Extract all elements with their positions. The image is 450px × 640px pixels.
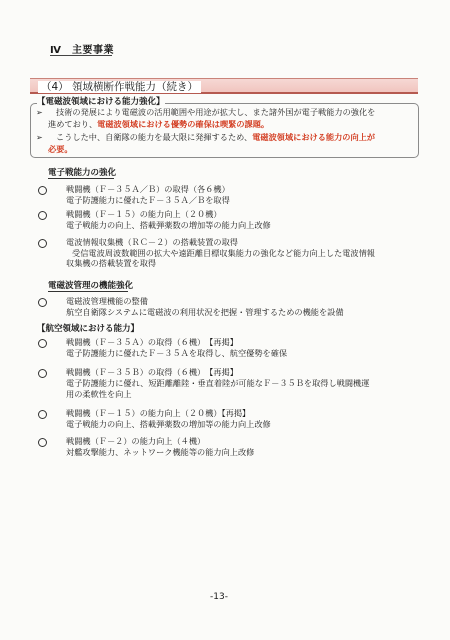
page-number: -13- <box>210 592 228 602</box>
summary-point-2-emphasis-b: 必要。 <box>48 143 73 154</box>
air-item-1-detail: 電子防護能力に優れたＦ－３５Ａを取得し、航空優勢を確保 <box>66 348 288 358</box>
circle-bullet-icon <box>38 239 47 248</box>
summary-point-1-emphasis: 電磁波領域における優勢の確保は喫緊の課題。 <box>97 118 270 129</box>
air-item-4-title: 戦闘機（Ｆ－２）の能力向上（４機） <box>66 436 206 446</box>
circle-bullet-icon <box>38 298 47 307</box>
air-item-2-detail: 電子防護能力に優れ、短距離離陸・垂直着陸が可能なＦ－３５Ｂを取得し戦闘機運 <box>66 378 370 388</box>
air-domain-heading: 【航空領域における能力】 <box>37 324 140 334</box>
summary-point-2 <box>48 132 408 155</box>
chapter-title: 主要事業 <box>71 45 114 56</box>
air-item-3-title: 戦闘機（Ｆ－１５）の能力向上（２０機）【再掲】 <box>66 408 251 418</box>
chapter-underline <box>50 55 112 56</box>
air-item-1-title: 戦闘機（Ｆ－３５Ａ）の取得（６機） 【再掲】 <box>66 337 238 347</box>
summary-point-1-text-b: 進めており、 <box>48 118 98 129</box>
circle-bullet-icon <box>38 369 47 378</box>
air-item-3-detail: 電子戦能力の向上、搭載弾薬数の増加等の能力向上改修 <box>66 419 271 429</box>
circle-bullet-icon <box>38 186 47 195</box>
air-item-2-detail-cont: 用の柔軟性を向上 <box>66 389 132 399</box>
ew-item-2-detail: 電子戦能力の向上、搭載弾薬数の増加等の能力向上改修 <box>66 220 271 230</box>
ew-item-2-title: 戦闘機（Ｆ－１５）の能力向上（２０機） <box>66 209 222 219</box>
heading-underline <box>48 178 114 179</box>
summary-point-2-emphasis-a: 電磁波領域における能力の向上が <box>252 132 376 142</box>
em-item-title: 電磁波管理機能の整備 <box>66 296 148 306</box>
ew-item-1-detail: 電子防護能力に優れたＦ－３５Ａ／Ｂを取得 <box>66 195 230 205</box>
arrow-bullet-icon: ➢ <box>36 108 43 117</box>
arrow-bullet-icon: ➢ <box>36 133 43 142</box>
circle-bullet-icon <box>38 438 47 447</box>
summary-box-label: 【電磁波領域における能力強化】 <box>37 97 165 107</box>
summary-point-2-text: こうした中、自衛隊の能力を最大限に発揮するため、 <box>56 132 253 142</box>
chapter-number: Ⅳ <box>50 45 62 56</box>
summary-point-1-text-a: 技術の発展により電磁波の活用範囲や用途が拡大し、また諸外国が電子戦能力の強化を <box>56 107 376 117</box>
ew-item-1-title: 戦闘機（Ｆ－３５Ａ／Ｂ）の取得（各６機） <box>66 184 230 194</box>
section-title: （4） 領域横断作戦能力（続き） <box>38 81 201 93</box>
ew-item-3-title: 電波情報収集機（ＲＣ－２）の搭載装置の取得 <box>66 237 238 247</box>
em-management-heading: 電磁波管理の機能強化 <box>48 281 134 291</box>
circle-bullet-icon <box>38 410 47 419</box>
chapter-heading <box>50 41 114 56</box>
section-title-bar <box>30 78 418 94</box>
circle-bullet-icon <box>38 339 47 348</box>
summary-point-1 <box>48 107 408 130</box>
ew-item-3-detail-cont: 収集機の搭載装置を取得 <box>66 258 157 268</box>
ew-item-3-detail: 受信電波周波数範囲の拡大や遠距離目標収集能力の強化など能力向上した電波情報 <box>72 248 375 258</box>
heading-underline <box>48 291 128 292</box>
air-item-4-detail: 対艦攻撃能力、ネットワーク機能等の能力向上改修 <box>66 447 255 457</box>
air-item-2-title: 戦闘機（Ｆ－３５Ｂ）の取得（６機） 【再掲】 <box>66 367 238 377</box>
circle-bullet-icon <box>38 211 47 220</box>
em-item-detail: 航空自衛隊システムに電磁波の利用状況を把握・管理するための機能を設備 <box>66 307 344 317</box>
electronic-warfare-heading: 電子戦能力の強化 <box>48 168 117 178</box>
